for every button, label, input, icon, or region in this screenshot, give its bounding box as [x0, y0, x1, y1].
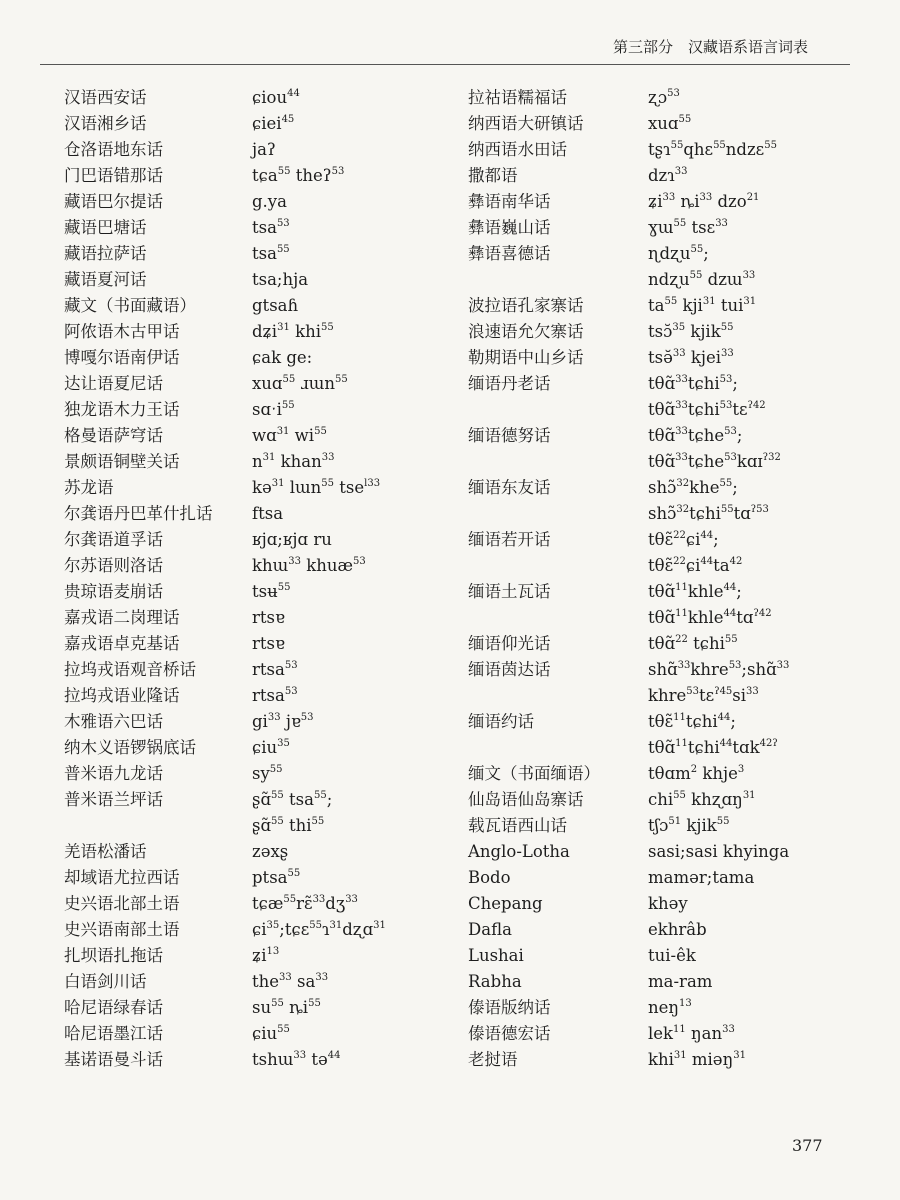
entry-row	[468, 657, 878, 683]
entry-row	[468, 631, 878, 657]
language-name: 纳西语水田话	[468, 140, 567, 159]
language-name: 藏语拉萨话	[64, 244, 147, 263]
language-name: 傣语版纳话	[468, 998, 551, 1017]
word-form: xuɑ$^{55}$	[648, 114, 692, 133]
language-name: Dafla	[468, 920, 512, 939]
language-name: Bodo	[468, 868, 511, 887]
language-name: 藏文（书面藏语）	[64, 296, 196, 315]
entry-row	[468, 995, 878, 1021]
word-form: neŋ$^{13}$	[648, 998, 692, 1017]
entry-row	[64, 371, 474, 397]
entry-row	[64, 267, 474, 293]
entry-row	[468, 137, 878, 163]
left-column	[64, 85, 474, 1073]
language-name: 史兴语南部土语	[64, 920, 180, 939]
language-name: Lushai	[468, 946, 524, 965]
entry-row	[468, 605, 878, 631]
entry-row	[468, 709, 878, 735]
word-form: tɕa$^{55}$ theʔ$^{53}$	[252, 166, 345, 185]
entry-row	[64, 527, 474, 553]
word-form: tui-êk	[648, 946, 696, 965]
language-name: 彝语南华话	[468, 192, 551, 211]
language-name: 却域语尤拉西话	[64, 868, 180, 887]
language-name: 藏语夏河话	[64, 270, 147, 289]
entry-row	[64, 85, 474, 111]
language-name: 波拉语孔家寨话	[468, 296, 584, 315]
word-form: tθɑ̃$^{33}$tɕhi$^{53}$;	[648, 374, 738, 393]
entry-row	[64, 241, 474, 267]
language-name: 纳西语大研镇话	[468, 114, 584, 133]
entry-row	[468, 839, 878, 865]
word-form: tθɑ̃$^{33}$tɕhe$^{53}$kɑɪ$^{ʔ32}$	[648, 452, 781, 471]
entry-row	[468, 189, 878, 215]
word-form: kə$^{31}$ lɯn$^{55}$ tse$^{l33}$	[252, 478, 381, 497]
word-form: ʑi$^{33}$ $ȵi^{33}$ dzo$^{21}$	[648, 192, 760, 211]
entry-row	[64, 839, 474, 865]
language-name: 尔苏语则洛话	[64, 556, 163, 575]
language-name: 缅文（书面缅语）	[468, 764, 600, 783]
entry-row	[64, 189, 474, 215]
word-form: tshɯ$^{33}$ tə$^{44}$	[252, 1050, 341, 1069]
language-name: 缅语约话	[468, 712, 534, 731]
word-form: ftsa	[252, 504, 284, 523]
language-name: 老挝语	[468, 1050, 518, 1069]
running-header: 第三部分 汉藏语系语言词表	[612, 38, 808, 56]
language-name: 达让语夏尼话	[64, 374, 163, 393]
entry-row	[64, 293, 474, 319]
word-form: g.ya	[252, 192, 287, 211]
language-name: 缅语仰光话	[468, 634, 551, 653]
language-name: 汉语西安话	[64, 88, 147, 107]
word-form: tθɑ̃$^{22}$ tɕhi$^{55}$	[648, 634, 738, 653]
word-form: ʐɔ$^{53}$	[648, 88, 680, 107]
word-form: $khre^{53}tɛ^{ʔ45}si^{33}$	[648, 686, 759, 705]
word-form: ɕiou$^{44}$	[252, 88, 300, 107]
word-form: sɑˑi$^{55}$	[252, 400, 295, 419]
entry-row	[468, 371, 878, 397]
word-form: $t\theta ɛ̃^{22}ɕi^{44}ta^{42}$	[648, 556, 743, 575]
word-form: ɕiei$^{45}$	[252, 114, 295, 133]
language-name: 汉语湘乡话	[64, 114, 147, 133]
language-name: 门巴语错那话	[64, 166, 163, 185]
language-name: 缅语若开话	[468, 530, 551, 549]
entry-row	[64, 423, 474, 449]
word-form: $su^{55}$ $ȵi^{55}$	[252, 998, 321, 1017]
entry-row	[468, 423, 878, 449]
language-name: 尔龚语丹巴革什扎话	[64, 504, 213, 523]
language-name: 贵琼语麦崩话	[64, 582, 163, 601]
entry-row	[64, 735, 474, 761]
word-form: wɑ$^{31}$ $wi^{55}$	[252, 426, 327, 445]
word-form: mamər;tama	[648, 868, 755, 887]
language-name: 嘉戎语卓克基话	[64, 634, 180, 653]
language-name: 藏语巴尔提话	[64, 192, 163, 211]
entry-row	[468, 553, 878, 579]
entry-row	[468, 449, 878, 475]
word-form: khəy	[648, 894, 688, 913]
word-form: ʑi$^{13}$	[252, 946, 280, 965]
page-number: 377	[792, 1136, 823, 1155]
language-name: 缅语土瓦话	[468, 582, 551, 601]
entry-row	[468, 865, 878, 891]
language-name: 拉坞戎语观音桥话	[64, 660, 196, 679]
entry-row	[468, 735, 878, 761]
language-name: 仓洛语地东话	[64, 140, 163, 159]
word-form: tθɑm$^2$ khje$^3$	[648, 764, 745, 783]
word-form: ɕiu$^{55}$	[252, 1024, 290, 1043]
entry-row	[64, 761, 474, 787]
word-form: lek$^{11}$ ŋan$^{33}$	[648, 1024, 735, 1043]
word-form: tʃɔ$^{51}$ kjik$^{55}$	[648, 816, 730, 835]
word-form: tɕæ$^{55}$rɛ̃$^{33}$dʒ$^{33}$	[252, 894, 358, 913]
entry-row	[64, 605, 474, 631]
word-form: ʂɑ̃$^{55}$ thi$^{55}$	[252, 816, 325, 835]
word-form: tθɑ̃$^{11}$khle$^{44}$tɑ$^{ʔ42}$	[648, 608, 772, 627]
word-form: $gi^{33}$ jɐ$^{53}$	[252, 712, 314, 731]
entry-row	[468, 891, 878, 917]
entry-row	[64, 111, 474, 137]
entry-row	[468, 215, 878, 241]
entry-row	[64, 709, 474, 735]
language-name: 拉坞戎语业隆话	[64, 686, 180, 705]
word-form: ɳdʐu$^{55}$;	[648, 244, 709, 263]
entry-row	[64, 631, 474, 657]
word-form: sasi;sasi khyinga	[648, 842, 790, 861]
word-form: tθɑ̃$^{11}$tɕhi$^{44}$tɑk$^{42ʔ}$	[648, 738, 778, 757]
word-form: ʁjɑ;ʁjɑ ru	[252, 530, 332, 549]
entry-row	[64, 1021, 474, 1047]
language-name: 缅语德努话	[468, 426, 551, 445]
entry-row	[64, 163, 474, 189]
entry-row	[64, 683, 474, 709]
word-form: ptsa$^{55}$	[252, 868, 301, 887]
language-name: 哈尼语绿春话	[64, 998, 163, 1017]
language-name: 景颇语铜壁关话	[64, 452, 180, 471]
word-form: chi$^{55}$ khʐɑŋ$^{31}$	[648, 790, 756, 809]
word-form: tʂɿ$^{55}$qhɛ$^{55}$ndzɛ$^{55}$	[648, 140, 777, 159]
word-form: tθɛ̃$^{11}$tɕhi$^{44}$;	[648, 712, 736, 731]
word-form: shɔ̃$^{32}$khe$^{55}$;	[648, 478, 738, 497]
word-form: the$^{33}$ $sa^{33}$	[252, 972, 329, 991]
language-name: 仙岛语仙岛寨话	[468, 790, 584, 809]
language-name: 博嘎尔语南伊话	[64, 348, 180, 367]
language-name: 缅语丹老话	[468, 374, 551, 393]
word-form: ma-ram	[648, 972, 713, 991]
entry-row	[64, 813, 474, 839]
entry-row	[468, 397, 878, 423]
entry-row	[64, 475, 474, 501]
word-form: ɕak ge:	[252, 348, 313, 367]
entry-row	[468, 111, 878, 137]
language-name: 傣语德宏话	[468, 1024, 551, 1043]
entry-row	[64, 891, 474, 917]
entry-row	[64, 501, 474, 527]
language-name: 藏语巴塘话	[64, 218, 147, 237]
entry-row	[468, 293, 878, 319]
word-form: tsʉ$^{55}$	[252, 582, 291, 601]
language-name: 浪速语允欠寨话	[468, 322, 584, 341]
word-form: tsɔ̆$^{35}$ kjik$^{55}$	[648, 322, 734, 341]
entry-row	[64, 917, 474, 943]
word-form: $sy^{55}$	[252, 764, 283, 783]
entry-row	[468, 345, 878, 371]
entry-row	[64, 1047, 474, 1073]
language-name: 格曼语萨穹话	[64, 426, 163, 445]
word-form: ndʐu$^{55}$ dzɯ$^{33}$	[648, 270, 756, 289]
word-form: ɕi$^{35}$;tɕɛ$^{55}$ɿ$^{31}$dʐɑ$^{31}$	[252, 920, 386, 939]
language-name: 缅语茵达话	[468, 660, 551, 679]
entry-row	[64, 969, 474, 995]
word-form: tsa$^{53}$	[252, 218, 290, 237]
language-name: 扎坝语扎拖话	[64, 946, 163, 965]
language-name: 彝语巍山话	[468, 218, 551, 237]
language-name: 纳木义语锣锅底话	[64, 738, 196, 757]
word-form: khɯ$^{33}$ khuæ$^{53}$	[252, 556, 366, 575]
word-form: tθɛ̃$^{22}$ɕi$^{44}$;	[648, 530, 719, 549]
language-name: 撒都语	[468, 166, 518, 185]
entry-row	[64, 449, 474, 475]
language-name: 勒期语中山乡话	[468, 348, 584, 367]
language-name: 羌语松潘话	[64, 842, 147, 861]
header-rule	[40, 64, 850, 65]
word-form: tsa$^{55}$	[252, 244, 290, 263]
word-form: tθɑ̃$^{11}$khle$^{44}$;	[648, 582, 742, 601]
entry-row	[468, 475, 878, 501]
language-name: 哈尼语墨江话	[64, 1024, 163, 1043]
entry-row	[468, 85, 878, 111]
word-form: rtsɐ	[252, 608, 285, 627]
entry-row	[64, 787, 474, 813]
language-name: 尔龚语道孚话	[64, 530, 163, 549]
entry-row	[468, 319, 878, 345]
word-form: zəxʂ	[252, 842, 289, 861]
language-name: 苏龙语	[64, 478, 114, 497]
language-name: 嘉戎语二岗理话	[64, 608, 180, 627]
word-form: xuɑ$^{55}$ ɹɯn$^{55}$	[252, 374, 348, 393]
word-form: shɑ̃$^{33}$khre$^{53}$;shɑ̃$^{33}$	[648, 660, 790, 679]
language-name: 基诺语曼斗话	[64, 1050, 163, 1069]
word-form: khi$^{31}$ miəŋ$^{31}$	[648, 1050, 746, 1069]
entry-row	[468, 163, 878, 189]
word-form: ɣɯ$^{55}$ tsɛ$^{33}$	[648, 218, 728, 237]
entry-row	[468, 1047, 878, 1073]
entry-row	[468, 241, 878, 267]
entry-row	[64, 579, 474, 605]
word-form: tsa;hja	[252, 270, 309, 289]
entry-row	[64, 943, 474, 969]
entry-row	[64, 319, 474, 345]
language-name: 白语剑川话	[64, 972, 147, 991]
entry-row	[468, 527, 878, 553]
word-form: $n^{31}$ khan$^{33}$	[252, 452, 335, 471]
language-name: 拉祜语糯福话	[468, 88, 567, 107]
word-form: shɔ̃$^{32}$tɕhi$^{55}$tɑ$^{ʔ53}$	[648, 504, 769, 523]
word-form: rtsa$^{53}$	[252, 660, 298, 679]
word-form: jaʔ	[252, 140, 276, 159]
language-name: 独龙语木力王话	[64, 400, 180, 419]
entry-row	[64, 137, 474, 163]
entry-row	[64, 657, 474, 683]
language-name: 史兴语北部土语	[64, 894, 180, 913]
language-name: 普米语兰坪话	[64, 790, 163, 809]
word-form: rtsɐ	[252, 634, 285, 653]
word-form: ɕiu$^{35}$	[252, 738, 290, 757]
entry-row	[64, 865, 474, 891]
word-form: ʂɑ̃$^{55}$ tsa$^{55}$;	[252, 790, 333, 809]
entry-row	[468, 501, 878, 527]
entry-row	[468, 969, 878, 995]
word-form: tθɑ̃$^{33}$tɕhi$^{53}$tɛ$^{ʔ42}$	[648, 400, 766, 419]
entry-row	[64, 995, 474, 1021]
language-name: Chepang	[468, 894, 543, 913]
entry-row	[64, 215, 474, 241]
language-name: 缅语东友话	[468, 478, 551, 497]
word-form: tsə̆$^{33}$ kjei$^{33}$	[648, 348, 734, 367]
entry-row	[468, 267, 878, 293]
language-name: Anglo-Lotha	[468, 842, 570, 861]
language-name: 木雅语六巴话	[64, 712, 163, 731]
language-name: 普米语九龙话	[64, 764, 163, 783]
entry-row	[468, 787, 878, 813]
word-form: dʑi$^{31}$ khi$^{55}$	[252, 322, 334, 341]
entry-row	[64, 397, 474, 423]
word-form: ekhrâb	[648, 920, 707, 939]
entry-row	[64, 553, 474, 579]
entry-row	[468, 1021, 878, 1047]
language-name: 彝语喜德话	[468, 244, 551, 263]
entry-row	[64, 345, 474, 371]
entry-row	[468, 761, 878, 787]
entry-row	[468, 683, 878, 709]
word-form: tθɑ̃$^{33}$tɕhe$^{53}$;	[648, 426, 743, 445]
language-name: 阿侬语木古甲话	[64, 322, 180, 341]
word-form: gtsaɦ	[252, 296, 299, 315]
word-form: $ta^{55}$ kji$^{31}$ tui$^{31}$	[648, 296, 757, 315]
entry-row	[468, 579, 878, 605]
word-form: rtsa$^{53}$	[252, 686, 298, 705]
word-form: dzɿ$^{33}$	[648, 166, 688, 185]
entry-row	[468, 943, 878, 969]
language-name: 载瓦语西山话	[468, 816, 567, 835]
right-column	[468, 85, 878, 1073]
entry-row	[468, 917, 878, 943]
entry-row	[468, 813, 878, 839]
language-name: Rabha	[468, 972, 522, 991]
